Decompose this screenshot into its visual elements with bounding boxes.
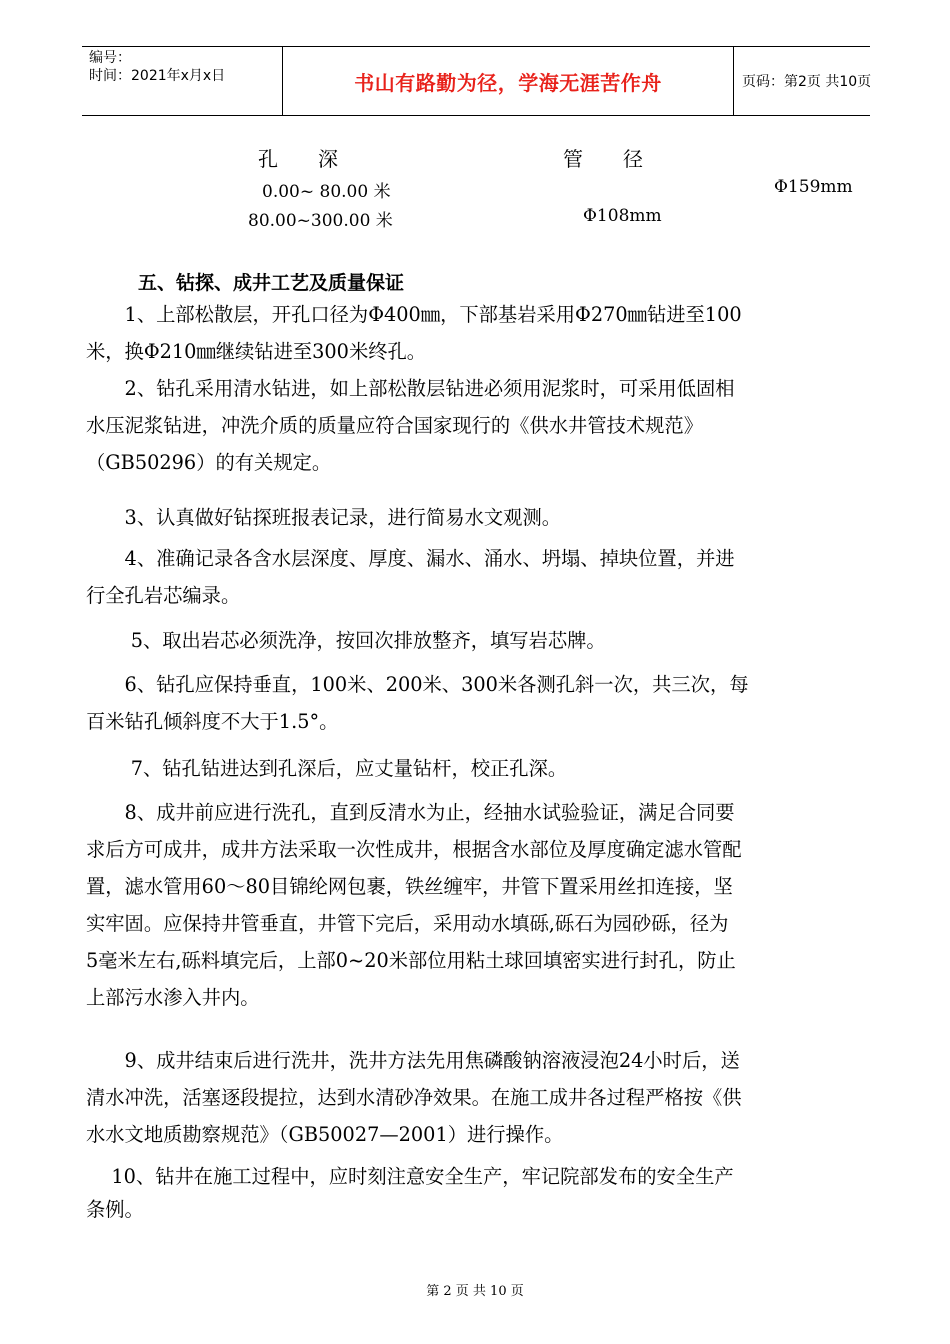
page-footer: 第 2 页 共 10 页 (426, 1284, 524, 1299)
paragraph-line: 水压泥浆钻进，冲洗介质的质量应符合国家现行的《供水井管技术规范》 (86, 414, 703, 437)
paragraph-line: 10、钻井在施工过程中，应时刻注意安全生产，牢记院部发布的安全生产 (86, 1165, 734, 1188)
paragraph-1 (86, 296, 861, 370)
paragraph-line: 8、成井前应进行洗孔，直到反清水为止，经抽水试验验证，满足合同要 (86, 801, 735, 824)
paragraph-3 (86, 499, 861, 536)
paragraph-line: 实牢固。应保持井管垂直，井管下完后，采用动水填砾,砾石为园砂砾，径为 (86, 912, 729, 935)
pipe-table-header-diameter: 管 径 (563, 147, 643, 171)
paragraph-line: （GB50296）的有关规定。 (86, 451, 332, 474)
paragraph-4 (86, 540, 861, 614)
document-date-label: 时间：2021年x月x日 (89, 68, 226, 84)
pipe-table-row-2-diameter: Φ108mm (583, 206, 662, 226)
paragraph-line: 9、成井结束后进行洗井，洗井方法先用焦磷酸钠溶液浸泡24小时后，送 (86, 1049, 740, 1072)
paragraph-line: 5毫米左右,砾料填完后，上部0~20米部位用粘土球回填密实进行封孔，防止 (86, 949, 736, 972)
paragraph-line: 米，换Φ210㎜继续钻进至300米终孔。 (86, 340, 427, 363)
section-title: 五、钻探、成井工艺及质量保证 (138, 272, 405, 294)
paragraph-line: 上部污水渗入井内。 (86, 986, 260, 1009)
pipe-table-header-depth: 孔 深 (258, 147, 338, 171)
paragraph-line: 百米钻孔倾斜度不大于1.5°。 (86, 710, 339, 733)
paragraph-line: 2、钻孔采用清水钻进，如上部松散层钻进必须用泥浆时，可采用低固相 (86, 377, 735, 400)
pipe-table-row-1-diameter: Φ159mm (774, 177, 853, 197)
page-header (82, 46, 870, 116)
paragraph-line: 4、准确记录各含水层深度、厚度、漏水、涌水、坍塌、掉块位置，并进 (86, 547, 735, 570)
paragraph-line: 条例。 (86, 1198, 144, 1221)
paragraph-line: 清水冲洗，活塞逐段提拉，达到水清砂净效果。在施工成井各过程严格按《供 (86, 1086, 742, 1109)
pipe-table-row-1-depth: 0.00~ 80.00 米 (262, 182, 391, 202)
header-meta (82, 47, 282, 115)
pipe-table-row-2-depth: 80.00~300.00 米 (248, 211, 393, 231)
paragraph-line: 5、取出岩芯必须洗净，按回次排放整齐，填写岩芯牌。 (86, 629, 606, 652)
paragraph-line: 行全孔岩芯编录。 (86, 584, 241, 607)
paragraph-9 (86, 1042, 861, 1153)
paragraph-line: 6、钻孔应保持垂直，100米、200米、300米各测孔斜一次，共三次，每 (86, 673, 749, 696)
header-motto: 书山有路勤为径，学海无涯苦作舟 (282, 47, 734, 115)
paragraph-line: 7、钻孔钻进达到孔深后，应丈量钻杆，校正孔深。 (86, 757, 568, 780)
paragraph-2 (86, 370, 861, 481)
paragraph-line: 1、上部松散层，开孔口径为Φ400㎜，下部基岩采用Φ270㎜钻进至100 (86, 303, 742, 326)
paragraph-6 (86, 666, 861, 740)
paragraph-line: 3、认真做好钻探班报表记录，进行简易水文观测。 (86, 506, 562, 529)
paragraph-line: 置，滤水管用60～80目锦纶网包裹，铁丝缠牢，井管下置采用丝扣连接，坚 (86, 875, 733, 898)
document-number-label: 编号： (89, 50, 131, 66)
paragraph-line: 求后方可成井，成井方法采取一次性成井，根据含水部位及厚度确定滤水管配 (86, 838, 742, 861)
header-page-info: 页码：第2页 共10页 (742, 74, 872, 90)
paragraph-7 (86, 750, 861, 787)
paragraph-10 (86, 1160, 861, 1226)
paragraph-5 (86, 622, 861, 659)
paragraph-line: 水水文地质勘察规范》（GB50027—2001）进行操作。 (86, 1123, 564, 1146)
paragraph-8 (86, 794, 861, 1016)
